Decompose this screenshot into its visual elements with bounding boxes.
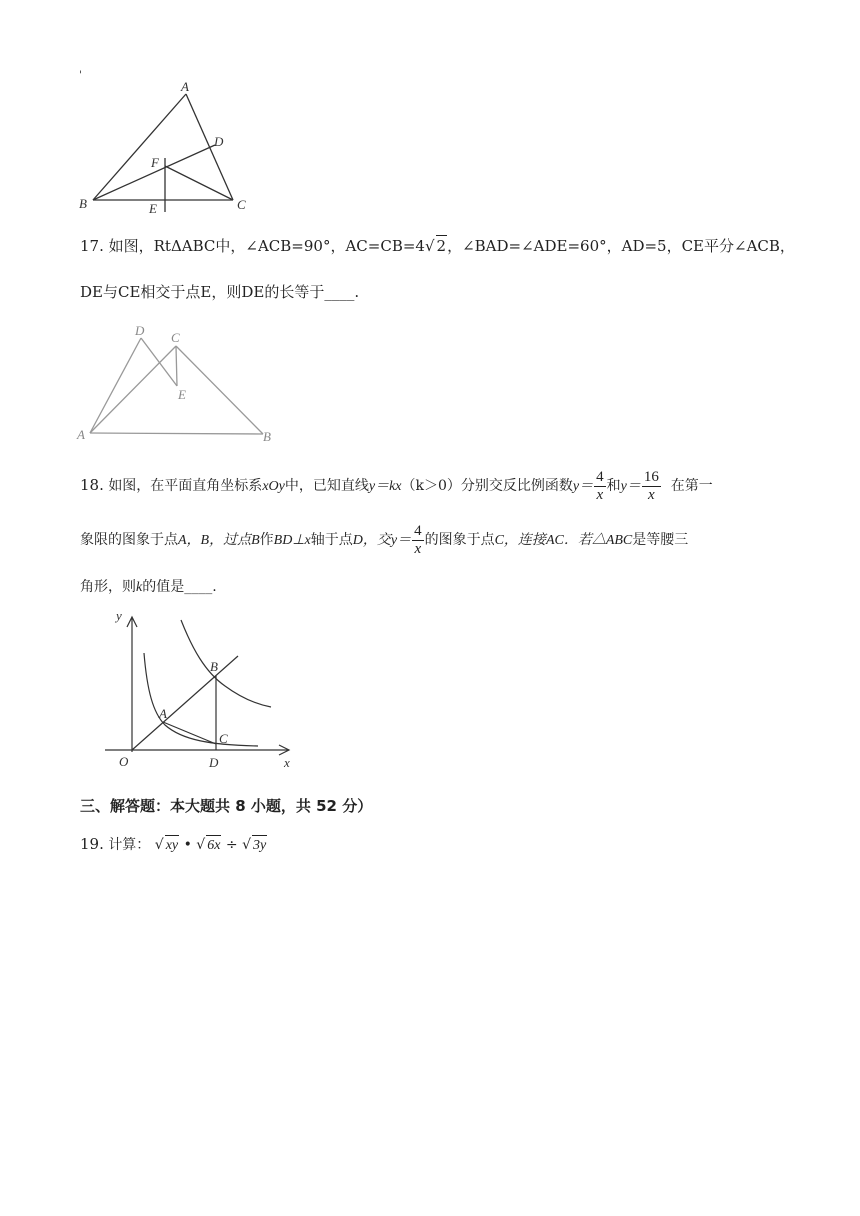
curve-4-over-x	[144, 653, 258, 746]
fig16-label-c: C	[237, 197, 246, 212]
sqrt-symbol: √	[154, 837, 164, 853]
fig17-label-a: A	[77, 427, 85, 442]
fig16-label-d: D	[214, 134, 224, 149]
frac1-den: x	[596, 486, 604, 503]
frac1-num: 4	[596, 468, 604, 485]
q18-t4: 在第一	[670, 478, 713, 494]
q18-l2e: BD⊥x	[273, 533, 311, 548]
q19-number: 19.	[80, 835, 104, 853]
q17-number: 17.	[80, 237, 104, 255]
q19-text: 计算：	[108, 837, 151, 853]
q19-r3: 3y	[252, 835, 267, 856]
q18-l2i: C，连接	[494, 533, 546, 548]
q18-l3c: 的值是	[142, 579, 185, 595]
q18-yeq2: y＝	[620, 479, 641, 494]
q18-l2k: 是等腰三	[632, 532, 689, 548]
fig17-label-e: E	[178, 387, 186, 402]
sqrt-symbol: √	[424, 237, 435, 255]
q17-text1: 如图，RtΔABC中，∠ACB=90°，AC=CB=4	[108, 237, 425, 255]
q18-t1: 如图，在平面直角坐标系	[108, 478, 263, 494]
q17-text3: DE与CE相交于点E，则DE的长等于	[80, 283, 325, 301]
frac3-num: 4	[414, 522, 422, 539]
frac2-den: x	[648, 486, 655, 503]
q18-l2d: 作	[259, 532, 274, 548]
q18-l3b: k	[136, 580, 143, 595]
fig18-label-o: O	[119, 754, 129, 769]
q19-r1: xy	[165, 835, 179, 856]
q18-l2j: AC．若△ABC	[545, 533, 633, 548]
fig17-label-c: C	[171, 330, 180, 345]
fig17-label-d: D	[135, 323, 145, 338]
fig16-label-f: F	[151, 155, 159, 170]
frac3-den: x	[414, 540, 422, 557]
fig18-label-y: y	[116, 608, 122, 623]
q18-xoy: xOy	[262, 479, 285, 494]
fig18-label-a: A	[159, 706, 167, 721]
q19-div: ÷	[225, 837, 238, 853]
q19-r2: 6x	[206, 835, 221, 856]
q18-yeq1: y＝	[572, 479, 594, 494]
q18-t3: 分别交反比例函数	[460, 478, 573, 494]
q18-end: .	[212, 579, 217, 595]
frac2-num: 16	[643, 468, 659, 485]
fig18-label-x: x	[284, 755, 290, 770]
fig16-label-e: E	[149, 201, 157, 216]
q18-yeq3: y＝	[390, 533, 412, 548]
fig16-label-b: B	[79, 196, 87, 211]
sqrt-symbol: √	[196, 837, 206, 853]
q18-number: 18.	[80, 476, 104, 494]
q17-text2: ，∠BAD=∠ADE=60°，AD=5，CE平分∠ACB，	[447, 237, 795, 255]
q18-cond: （k＞0）	[401, 478, 461, 494]
sqrt-symbol: √	[242, 837, 251, 853]
q18-l2b: A，B，过点	[178, 533, 252, 548]
fig18-label-d: D	[209, 755, 219, 770]
fig16-label-a: A	[181, 79, 189, 94]
fig18-label-c: C	[219, 731, 228, 746]
q18-l3a: 角形，则	[80, 579, 136, 595]
q17-blank: ____	[324, 283, 355, 301]
q18-and: 和	[606, 478, 621, 494]
fig18-label-b: B	[210, 659, 218, 674]
q18-line-eq: y＝kx	[368, 479, 402, 494]
segment-ac	[163, 722, 216, 744]
q17-end: .	[354, 283, 360, 301]
section-heading: 三、解答题：本大题共 8 小题，共 52 分）	[80, 797, 373, 815]
q18-l2c: B	[251, 533, 260, 548]
q18-t2: 中，已知直线	[284, 478, 369, 494]
q18-l2h: 的图象于点	[424, 532, 495, 548]
fig17-label-b: B	[263, 429, 271, 444]
q17-sqrt-arg: 2	[436, 237, 447, 255]
q19-dot: •	[183, 837, 192, 853]
q18-blank: ____	[184, 579, 213, 595]
q19-line	[80, 834, 267, 856]
stray-mark: '	[79, 70, 82, 81]
q18-l2g: D，交	[352, 533, 391, 548]
q18-l2a: 象限的图象于点	[80, 532, 178, 548]
q18-l2f: 轴于点	[310, 532, 353, 548]
